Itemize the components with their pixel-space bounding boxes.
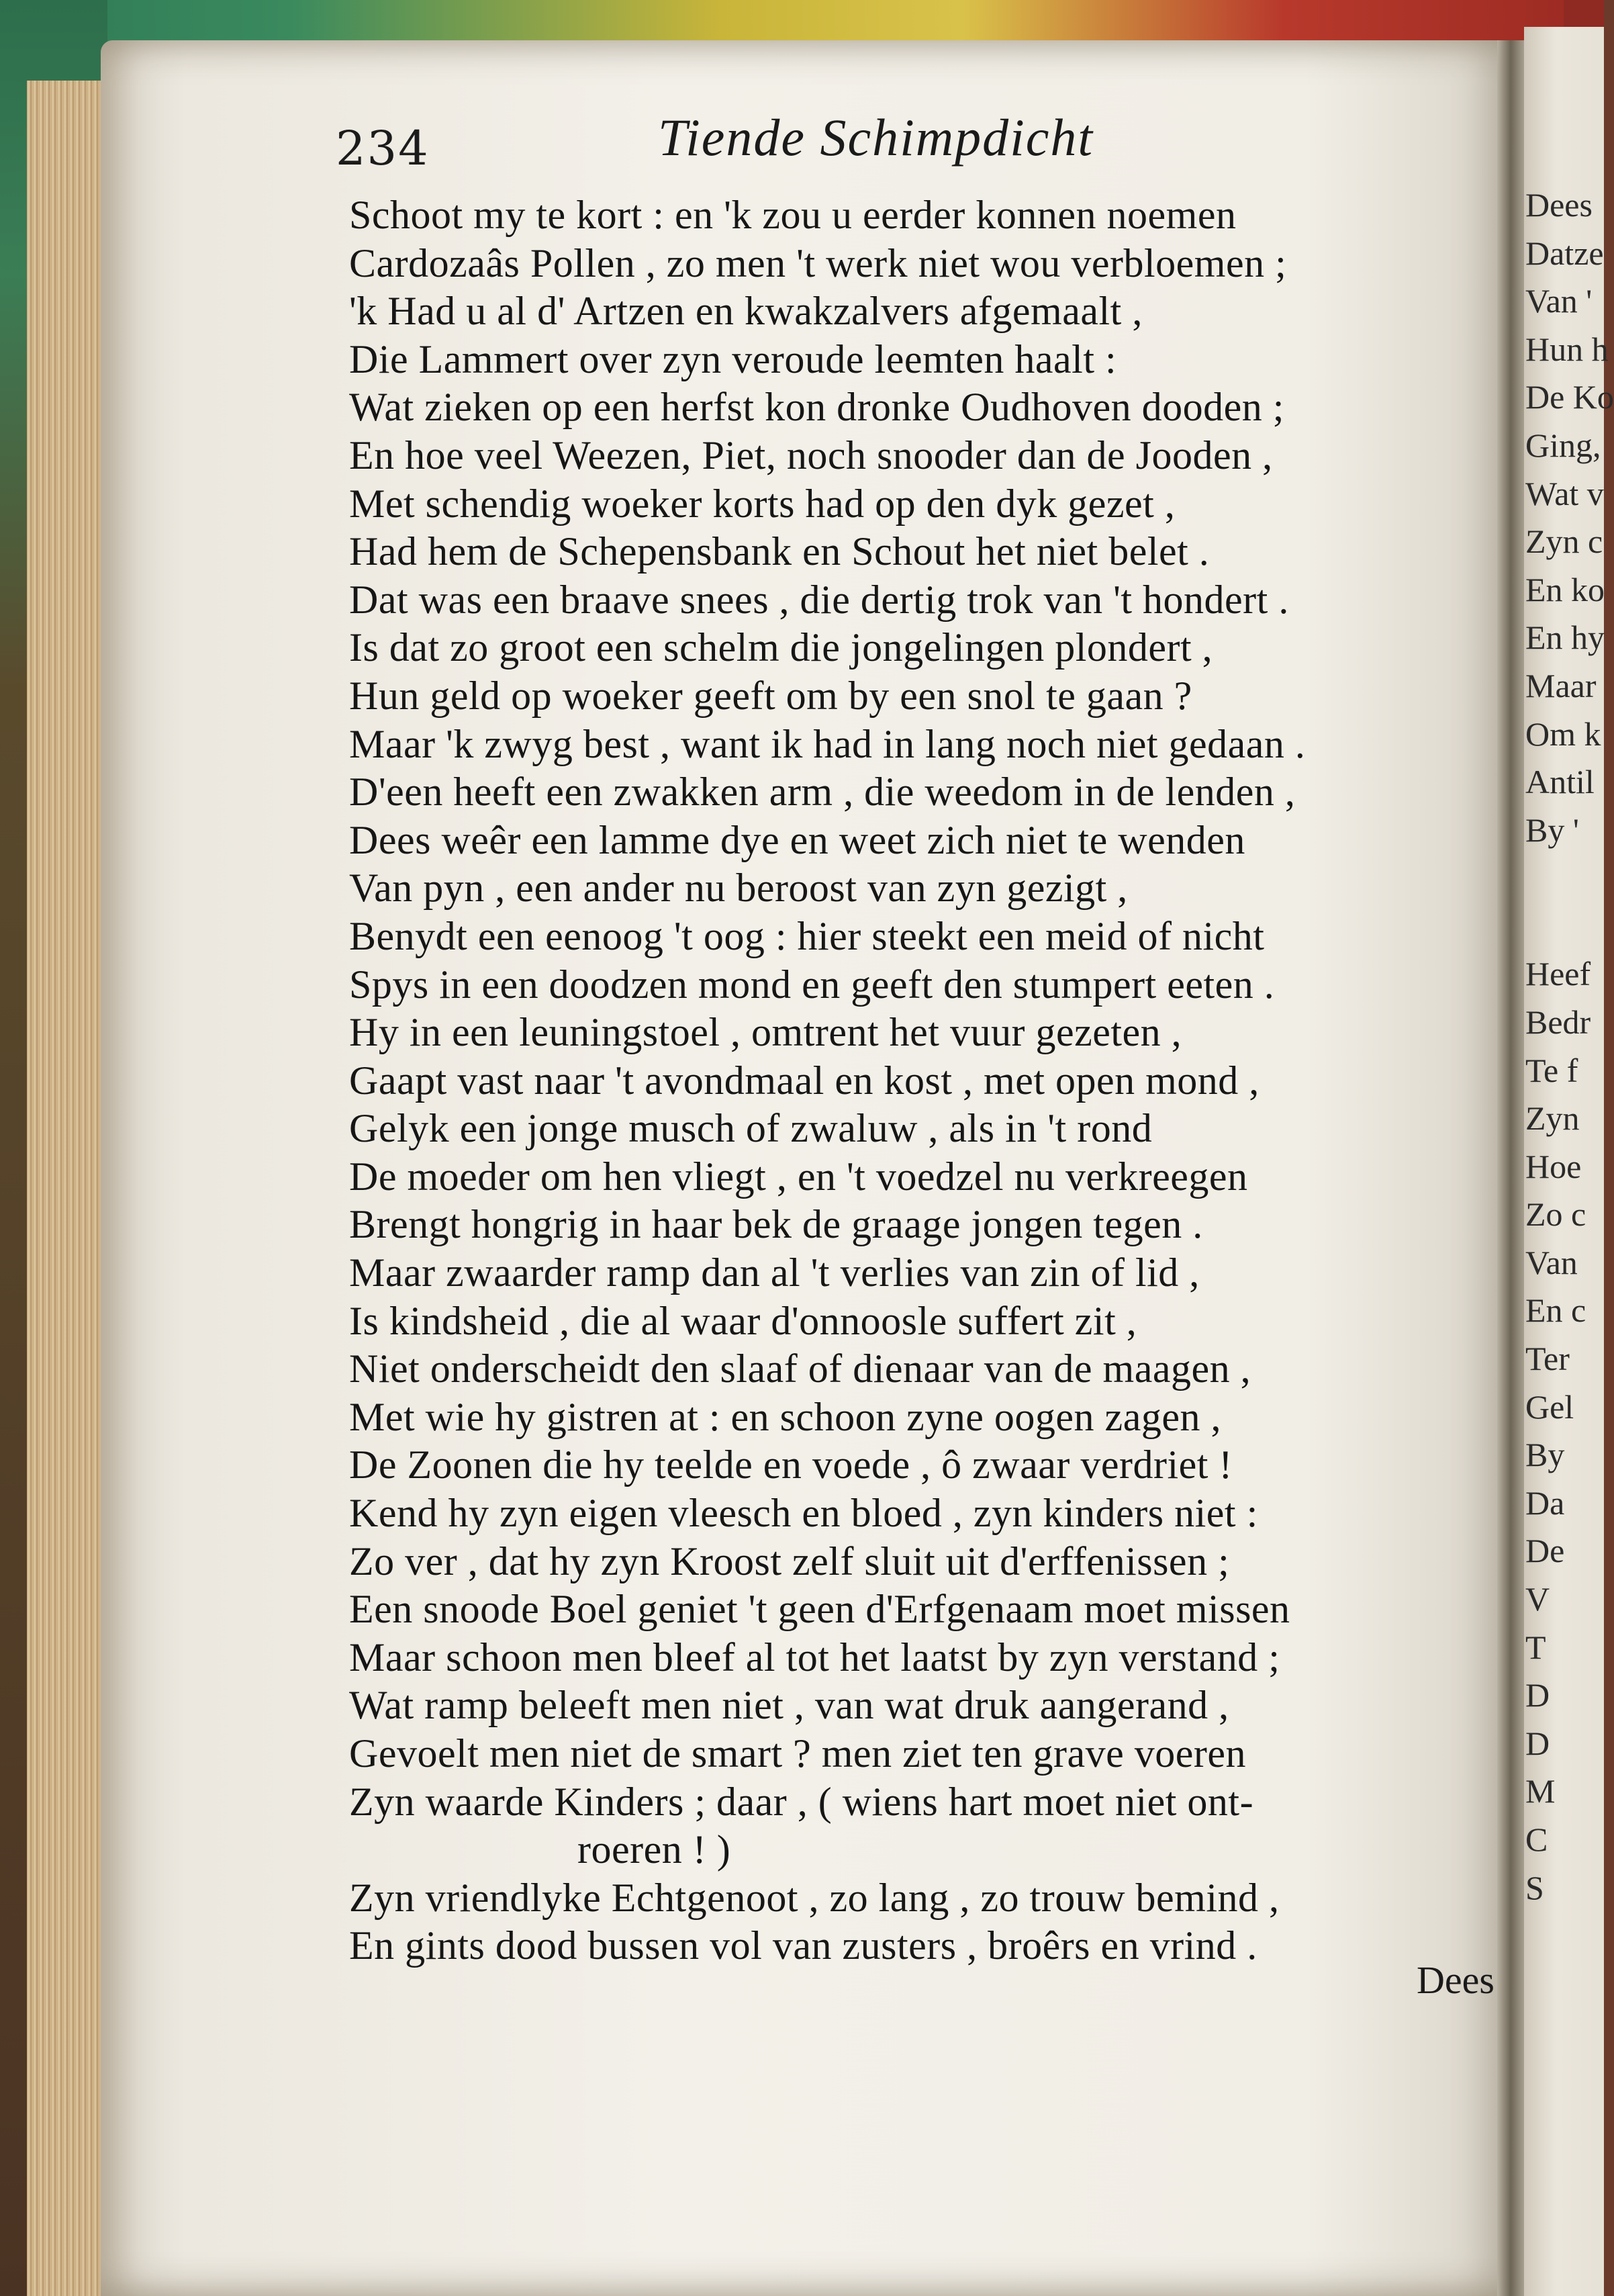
verse-line: Gelyk een jonge musch of zwaluw , als in 't rond: [349, 1106, 1153, 1151]
verse-line: Gaapt vast naar 't avondmaal en kost , met open mond ,: [349, 1058, 1260, 1103]
verse-line: Niet onderscheidt den slaaf of dienaar van de maagen ,: [349, 1346, 1251, 1391]
running-title: Tiende Schimpdicht: [658, 108, 1094, 167]
facing-line: Ging,: [1525, 426, 1601, 464]
verse-line: Met schendig woeker korts had op den dyk gezet ,: [349, 481, 1176, 526]
verse-line: Is dat zo groot een schelm die jongelingen plondert ,: [349, 625, 1213, 670]
verse-line: Maar 'k zwyg best , want ik had in lang noch niet gedaan .: [349, 721, 1306, 766]
verse-line: Maar schoon men bleef al tot het laatst by zyn verstand ;: [349, 1635, 1280, 1680]
facing-line: Hun h: [1525, 330, 1609, 368]
verse-line: 'k Had u al d' Artzen en kwakzalvers afgemaalt ,: [349, 289, 1143, 334]
facing-line: Zyn: [1525, 1099, 1580, 1138]
verse-line: Hy in een leuningstoel , omtrent het vuur gezeten ,: [349, 1010, 1182, 1055]
facing-line: Om k: [1525, 715, 1601, 753]
verse-line: Schoot my te kort : en 'k zou u eerder konnen noemen: [349, 193, 1237, 237]
facing-line: Van: [1525, 1243, 1578, 1281]
facing-line: By: [1525, 1436, 1565, 1474]
facing-line: M: [1525, 1772, 1556, 1810]
page-number: 234: [336, 121, 430, 176]
facing-line: Dees: [1525, 186, 1593, 224]
facing-line: Heef: [1525, 955, 1591, 993]
verse-line: D'een heeft een zwakken arm , die weedom in de lenden ,: [349, 770, 1296, 815]
facing-line: D: [1525, 1724, 1550, 1762]
facing-line: T: [1525, 1628, 1546, 1666]
verse-line: Wat ramp beleeft men niet , van wat druk aangerand ,: [349, 1683, 1229, 1728]
verse-line: En gints dood bussen vol van zusters , broêrs en vrind .: [349, 1923, 1257, 1968]
facing-line: By ': [1525, 811, 1579, 849]
facing-line: De Ko: [1525, 378, 1614, 416]
facing-line: En c: [1525, 1291, 1586, 1330]
facing-line: D: [1525, 1676, 1550, 1714]
facing-line: Hoe: [1525, 1147, 1582, 1185]
facing-page-text: [1525, 181, 1614, 2062]
verse-text: [349, 191, 1504, 1970]
verse-line: De Zoonen die hy teelde en voede , ô zwaar verdriet !: [349, 1442, 1233, 1487]
verse-line: Benydt een eenoog 't oog : hier steekt een meid of nicht: [349, 913, 1265, 958]
verse-line: Die Lammert over zyn veroude leemten haalt :: [349, 336, 1117, 381]
verse-line: De moeder om hen vliegt , en 't voedzel nu verkreegen: [349, 1154, 1248, 1199]
verse-line: Spys in een doodzen mond en geeft den stumpert eeten .: [349, 962, 1275, 1007]
verse-line: Met wie hy gistren at : en schoon zyne oogen zagen ,: [349, 1394, 1221, 1439]
verse-line: Hun geld op woeker geeft om by een snol te gaan ?: [349, 673, 1192, 718]
facing-line: Ter: [1525, 1340, 1570, 1378]
facing-line: Zyn c: [1525, 522, 1603, 561]
facing-line: Zo c: [1525, 1195, 1586, 1234]
facing-line: De: [1525, 1532, 1565, 1570]
verse-line: Gevoelt men niet de smart ? men ziet ten grave voeren: [349, 1731, 1246, 1776]
facing-line: Van ': [1525, 282, 1593, 320]
verse-line: Wat zieken op een herfst kon dronke Oudhoven dooden ;: [349, 385, 1284, 430]
facing-line: Te f: [1525, 1051, 1578, 1089]
verse-line: Brengt hongrig in haar bek de graage jongen tegen .: [349, 1202, 1203, 1247]
verse-line: Had hem de Schepensbank en Schout het niet belet .: [349, 529, 1210, 574]
verse-line: En hoe veel Weezen, Piet, noch snooder dan de Jooden ,: [349, 432, 1273, 477]
verse-line: Dat was een braave snees , die dertig trok van 't hondert .: [349, 577, 1289, 622]
verse-line: Zo ver , dat hy zyn Kroost zelf sluit uit d'erffenissen ;: [349, 1539, 1230, 1583]
facing-line: En hy: [1525, 618, 1605, 657]
verse-line: Cardozaâs Pollen , zo men 't werk niet wou verbloemen ;: [349, 240, 1287, 285]
verse-line-continuation: roeren ! ): [577, 1827, 731, 1872]
verse-line: Een snoode Boel geniet 't geen d'Erfgenaam moet missen: [349, 1587, 1290, 1632]
facing-gap: [1525, 854, 1604, 950]
verse-line: Is kindsheid , die al waar d'onnoosle suffert zit ,: [349, 1298, 1137, 1343]
facing-line: Maar: [1525, 666, 1597, 704]
verse-line: Van pyn , een ander nu beroost van zyn gezigt ,: [349, 866, 1128, 911]
page-header: [336, 107, 1490, 176]
verse-line: Kend hy zyn eigen vleesch en bloed , zyn kinders niet :: [349, 1491, 1258, 1536]
facing-line: Datze: [1525, 234, 1604, 272]
verse-line: Zyn vriendlyke Echtgenoot , zo lang , zo trouw bemind ,: [349, 1875, 1280, 1920]
facing-line: S: [1525, 1868, 1544, 1907]
facing-line: Bedr: [1525, 1003, 1591, 1041]
facing-line: Gel: [1525, 1387, 1574, 1426]
catchword: Dees: [1417, 1958, 1494, 2002]
facing-line: Antil: [1525, 763, 1595, 801]
facing-line: C: [1525, 1821, 1548, 1858]
verse-line: Maar zwaarder ramp dan al 't verlies van zin of lid ,: [349, 1250, 1200, 1295]
facing-line: En ko: [1525, 570, 1605, 608]
verse-line: Zyn waarde Kinders ; daar , ( wiens hart moet niet ont-: [349, 1779, 1254, 1824]
facing-line: Wat v: [1525, 474, 1604, 512]
facing-line: Da: [1525, 1483, 1565, 1522]
facing-line: V: [1525, 1580, 1550, 1618]
verse-line: Dees weêr een lamme dye en weet zich niet te wenden: [349, 817, 1245, 862]
